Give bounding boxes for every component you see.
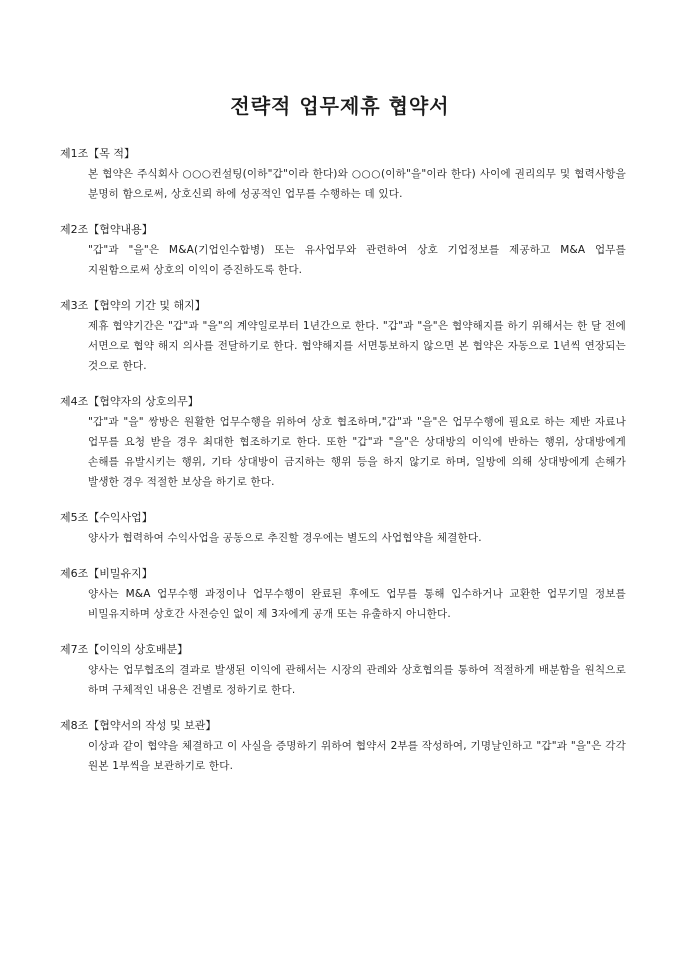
article-6 <box>60 566 626 624</box>
article-body: "갑"과 "을"은 M&A(기업인수합병) 또는 유사업무와 관련하여 상호 기업정보를 제공하고 M&A 업무를 지원함으로써 상호의 이익이 증진하도록 한다. <box>88 244 626 276</box>
article-heading: 제6조【비밀유지】 <box>60 567 153 580</box>
article-body: 본 협약은 주식회사 ○○○컨설팅(이하"갑"이라 한다)와 ○○○(이하"을"이라 한다) 사이에 권리의무 및 협력사항을 분명히 함으로써, 상호신뢰 하에 성공적인 업무를 수행하는 데 있다. <box>88 168 626 200</box>
article-heading: 제5조【수익사업】 <box>60 511 153 524</box>
article-body: 이상과 같이 협약을 체결하고 이 사실을 증명하기 위하여 협약서 2부를 작성하여, 기명날인하고 "갑"과 "을"은 각각 원본 1부씩을 보관하기로 한다. <box>88 740 626 772</box>
article-heading: 제1조【목 적】 <box>60 147 135 160</box>
article-7 <box>60 642 626 700</box>
article-heading: 제8조【협약서의 작성 및 보관】 <box>60 719 217 732</box>
article-body: 양사가 협력하여 수익사업을 공동으로 추진할 경우에는 별도의 사업협약을 체결한다. <box>88 532 482 544</box>
article-5 <box>60 510 626 548</box>
article-body: 제휴 협약기간은 "갑"과 "을"의 계약일로부터 1년간으로 한다. "갑"과 "을"은 협약해지를 하기 위해서는 한 달 전에 서면으로 협약 해지 의사를 전달하기로 한다. 협약해지를 서면통보하지 않으면 본 협약은 자동으로 1년씩 연장되는 것으로 한다. <box>88 320 626 372</box>
article-body: 양사는 업무협조의 결과로 발생된 이익에 관해서는 시장의 관례와 상호협의를 통하여 적절하게 배분함을 원칙으로 하며 구체적인 내용은 건별로 정하기로 한다. <box>88 664 626 696</box>
article-2 <box>60 222 626 280</box>
article-8 <box>60 718 626 776</box>
article-heading: 제3조【협약의 기간 및 해지】 <box>60 299 206 312</box>
article-heading: 제7조【이익의 상호배분】 <box>60 643 189 656</box>
article-body: "갑"과 "을" 쌍방은 원활한 업무수행을 위하여 상호 협조하며,"갑"과 "을"은 업무수행에 필요로 하는 제반 자료나 업무를 요청 받을 경우 최대한 협조하기로 한다. 또한 "갑"과 "을"은 상대방의 이익에 반하는 행위, 상대방에게 손해를 유발시키는 행위, 기타 상대방이 금지하는 행위 등을 하지 않기로 하며, 일방에 의해 상대방에게 손해가 발생한 경우 적절한 보상을 하기로 한다. <box>88 416 626 488</box>
document-title: 전략적 업무제휴 협약서 <box>230 94 450 118</box>
articles-list <box>60 146 626 794</box>
article-heading: 제2조【협약내용】 <box>60 223 153 236</box>
article-body: 양사는 M&A 업무수행 과정이나 업무수행이 완료된 후에도 업무를 통해 입수하거나 교환한 업무기밀 정보를 비밀유지하며 상호간 사전승인 없이 제 3자에게 공개 또는 유출하지 아니한다. <box>88 588 626 620</box>
article-3 <box>60 298 626 376</box>
article-4 <box>60 394 626 492</box>
article-heading: 제4조【협약자의 상호의무】 <box>60 395 199 408</box>
article-1 <box>60 146 626 204</box>
